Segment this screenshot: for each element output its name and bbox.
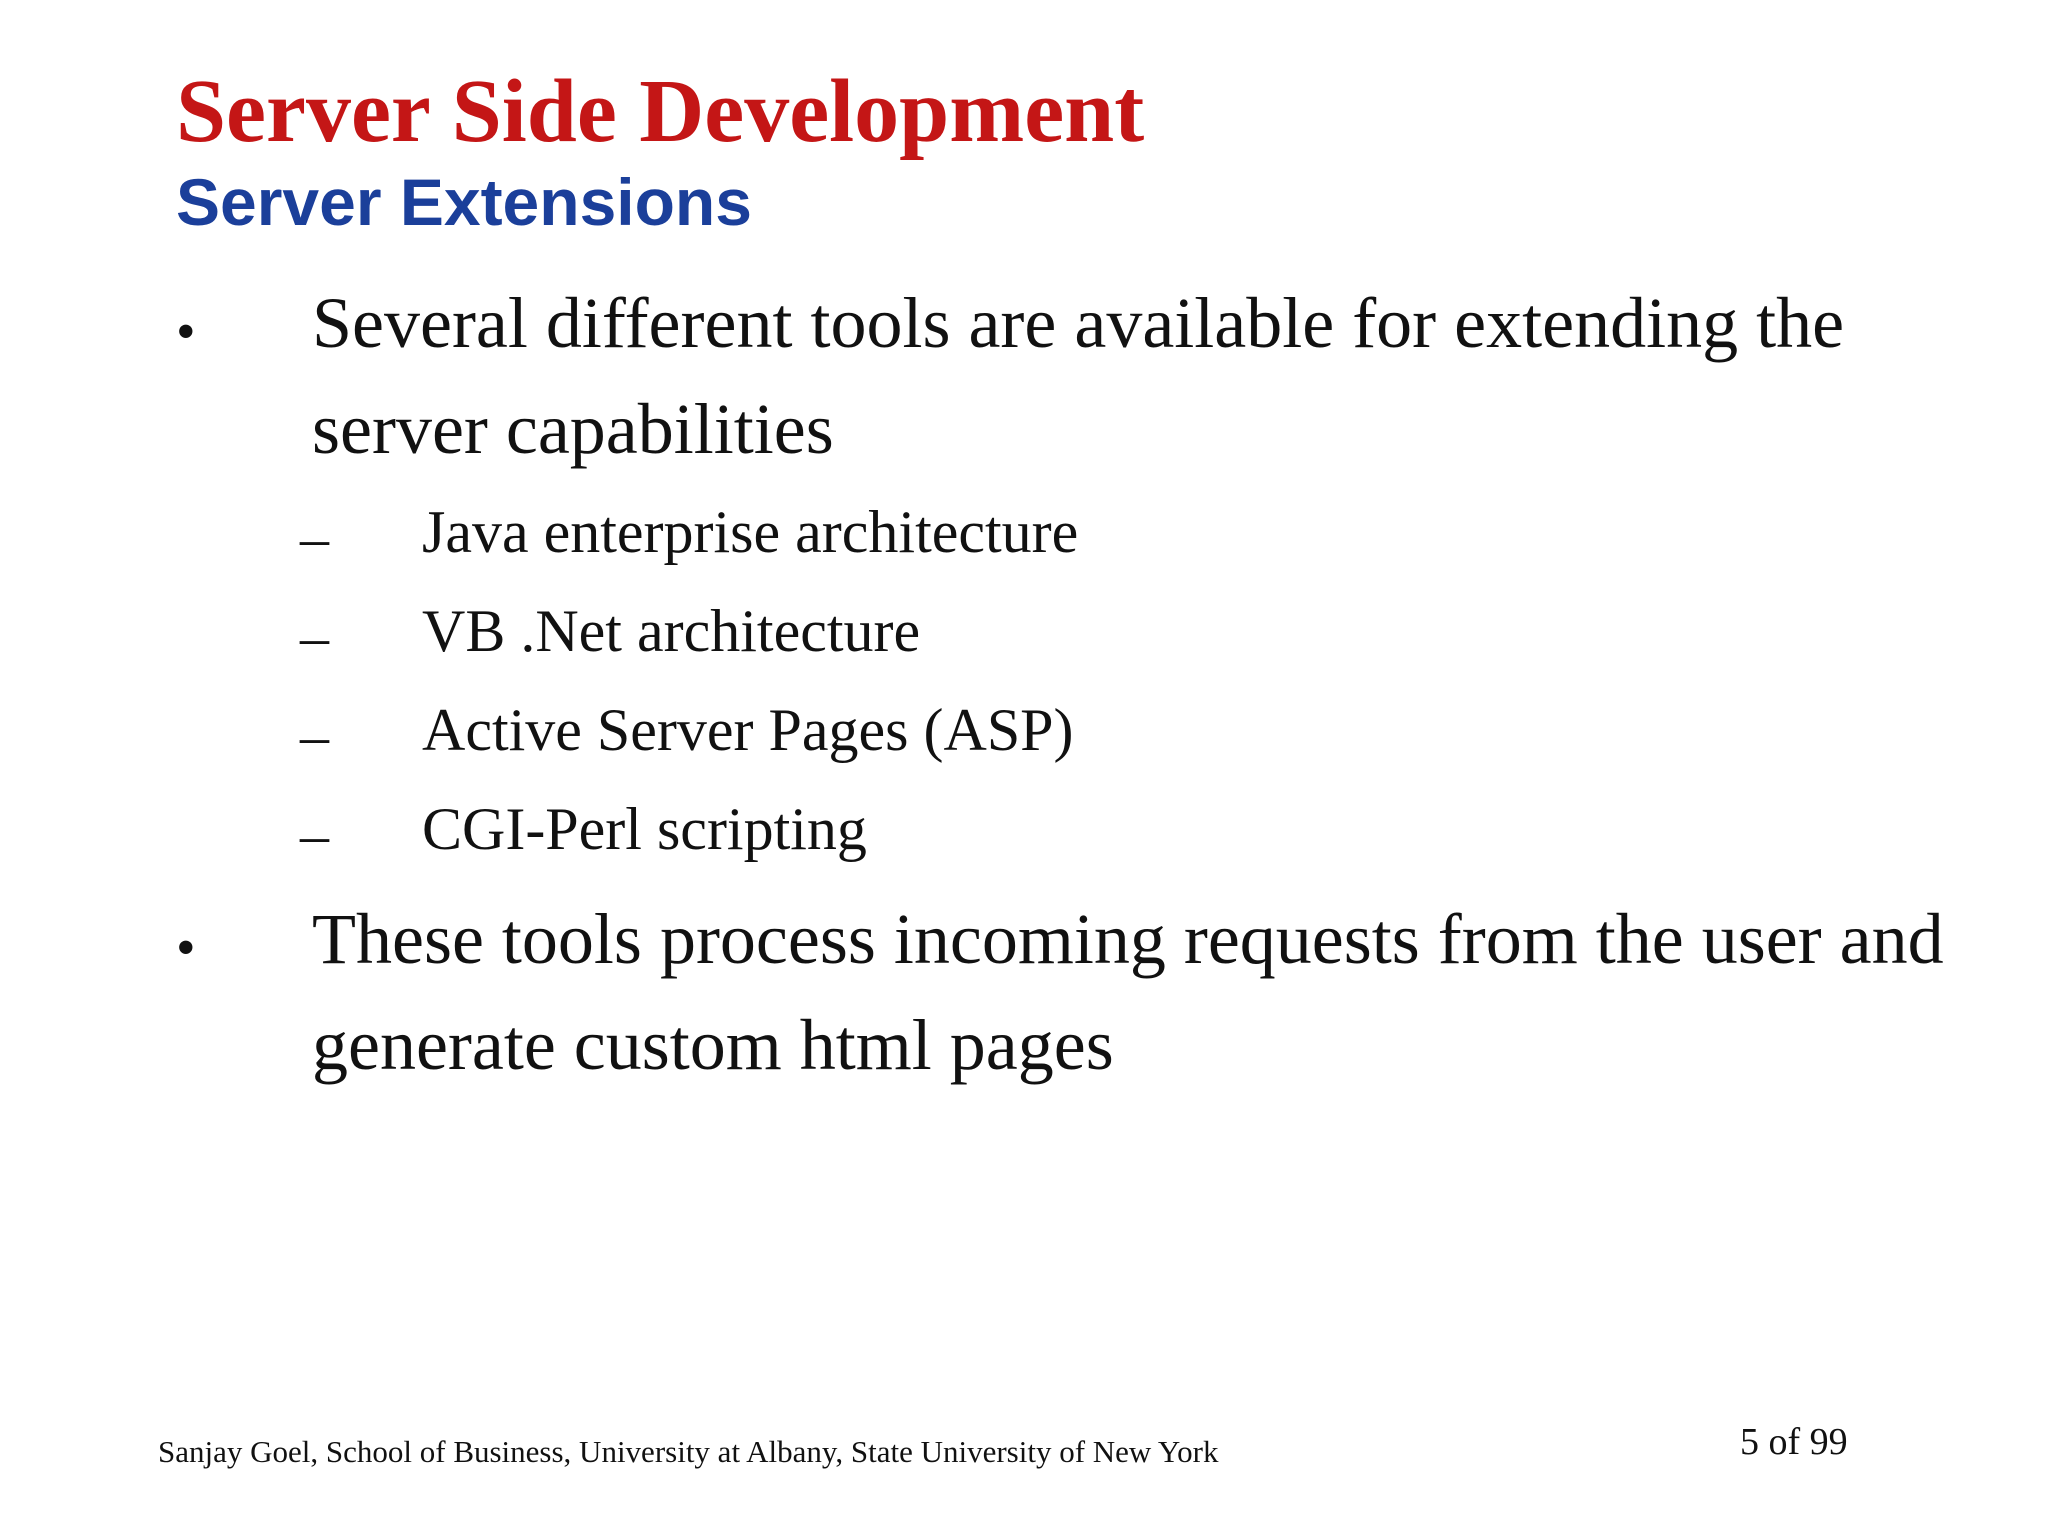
- subitem-marker: –: [300, 505, 329, 570]
- bullet-marker: •: [176, 301, 196, 363]
- subitem-cgi-perl: CGI-Perl scripting: [422, 796, 867, 862]
- footer-author: Sanjay Goel, School of Business, University at Albany, State University of New York: [158, 1434, 1219, 1469]
- slide-title: Server Side Development: [176, 62, 1145, 161]
- subitem-marker: –: [300, 802, 329, 867]
- bullet-marker: •: [176, 917, 196, 979]
- bullet-text: These tools process incoming requests from the user and generate custom html pages: [312, 899, 1944, 1085]
- bullet-text: Several different tools are available for extending the server capabilities: [312, 283, 1845, 469]
- subitem-marker: –: [300, 604, 329, 669]
- subitem-asp: Active Server Pages (ASP): [422, 697, 1074, 763]
- subitem-vbnet: VB .Net architecture: [422, 598, 921, 664]
- slide-subtitle: Server Extensions: [176, 165, 752, 239]
- subitem-marker: –: [300, 703, 329, 768]
- subitem-java: Java enterprise architecture: [422, 499, 1079, 565]
- page-number: 5 of 99: [1740, 1421, 1848, 1463]
